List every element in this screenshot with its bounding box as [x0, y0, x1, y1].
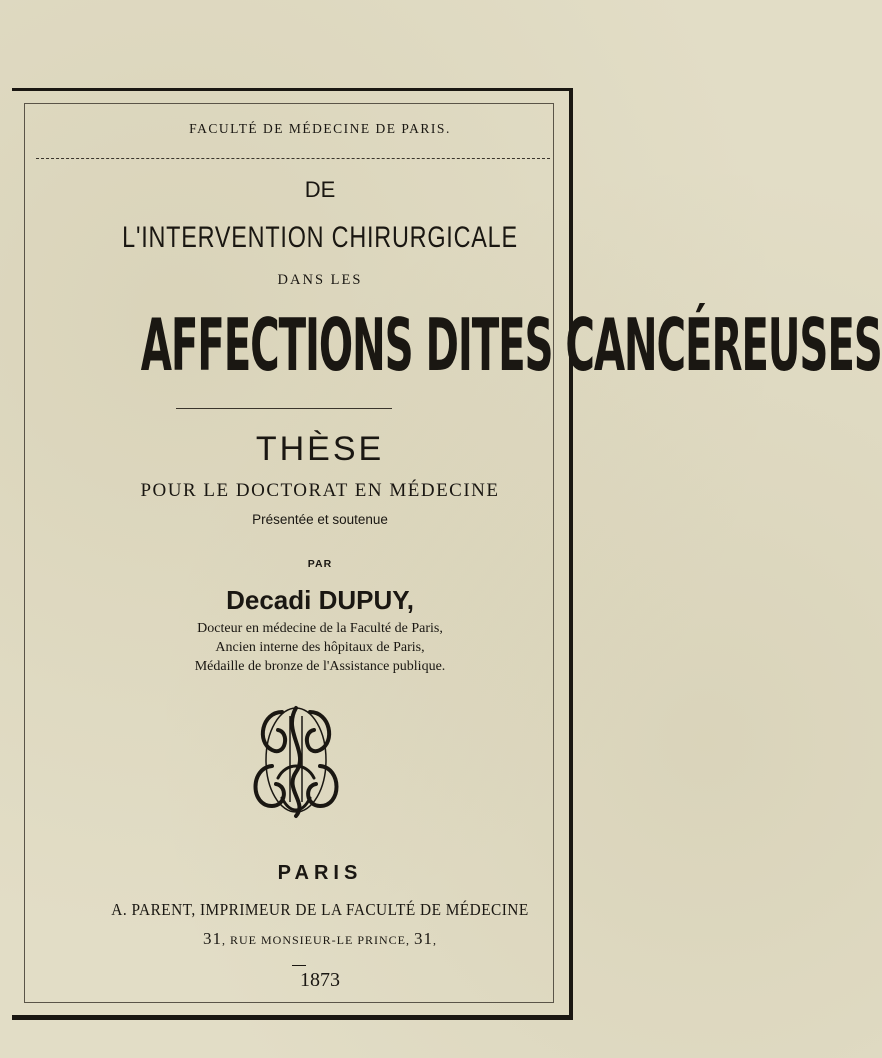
title-dans-les: DANS LES: [277, 272, 363, 288]
credential-3: Médaille de bronze de l'Assistance publique.: [194, 659, 446, 674]
doctorat-line: POUR LE DOCTORAT EN MÉDECINE: [140, 480, 500, 501]
credential-2: Ancien interne des hôpitaux de Paris,: [215, 640, 425, 655]
imprint-printer: A. PARENT, IMPRIMEUR DE LA FACULTÉ DE MÉDECINE: [111, 900, 529, 919]
imprint-city: PARIS: [277, 862, 363, 884]
par-label: PAR: [307, 558, 333, 570]
address-number: 31: [202, 929, 222, 948]
title-line-2: AFFECTIONS DITES CANCÉREUSES: [140, 303, 882, 387]
these-heading: THÈSE: [255, 430, 385, 468]
faculty-heading: FACULTÉ DE MÉDECINE DE PARIS.: [189, 121, 451, 136]
imprint-address: 31, RUE MONSIEUR-LE PRINCE, 31,: [202, 929, 437, 948]
author-name: Decadi DUPUY,: [226, 585, 414, 615]
presentee-line: Présentée et soutenue: [252, 512, 388, 527]
printer-monogram-icon: [242, 702, 350, 820]
address-street: RUE MONSIEUR-LE PRINCE: [229, 933, 406, 947]
title-line-1: L'INTERVENTION CHIRURGICALE: [122, 221, 518, 254]
credential-1: Docteur en médecine de la Faculté de Paris,: [197, 621, 443, 636]
imprint-year: 1873: [300, 969, 340, 991]
title-de: DE: [304, 177, 336, 202]
divider-top: [36, 158, 550, 159]
address-number-end: 31: [414, 929, 433, 948]
divider-middle: [176, 408, 392, 409]
year-dash: [292, 965, 306, 966]
